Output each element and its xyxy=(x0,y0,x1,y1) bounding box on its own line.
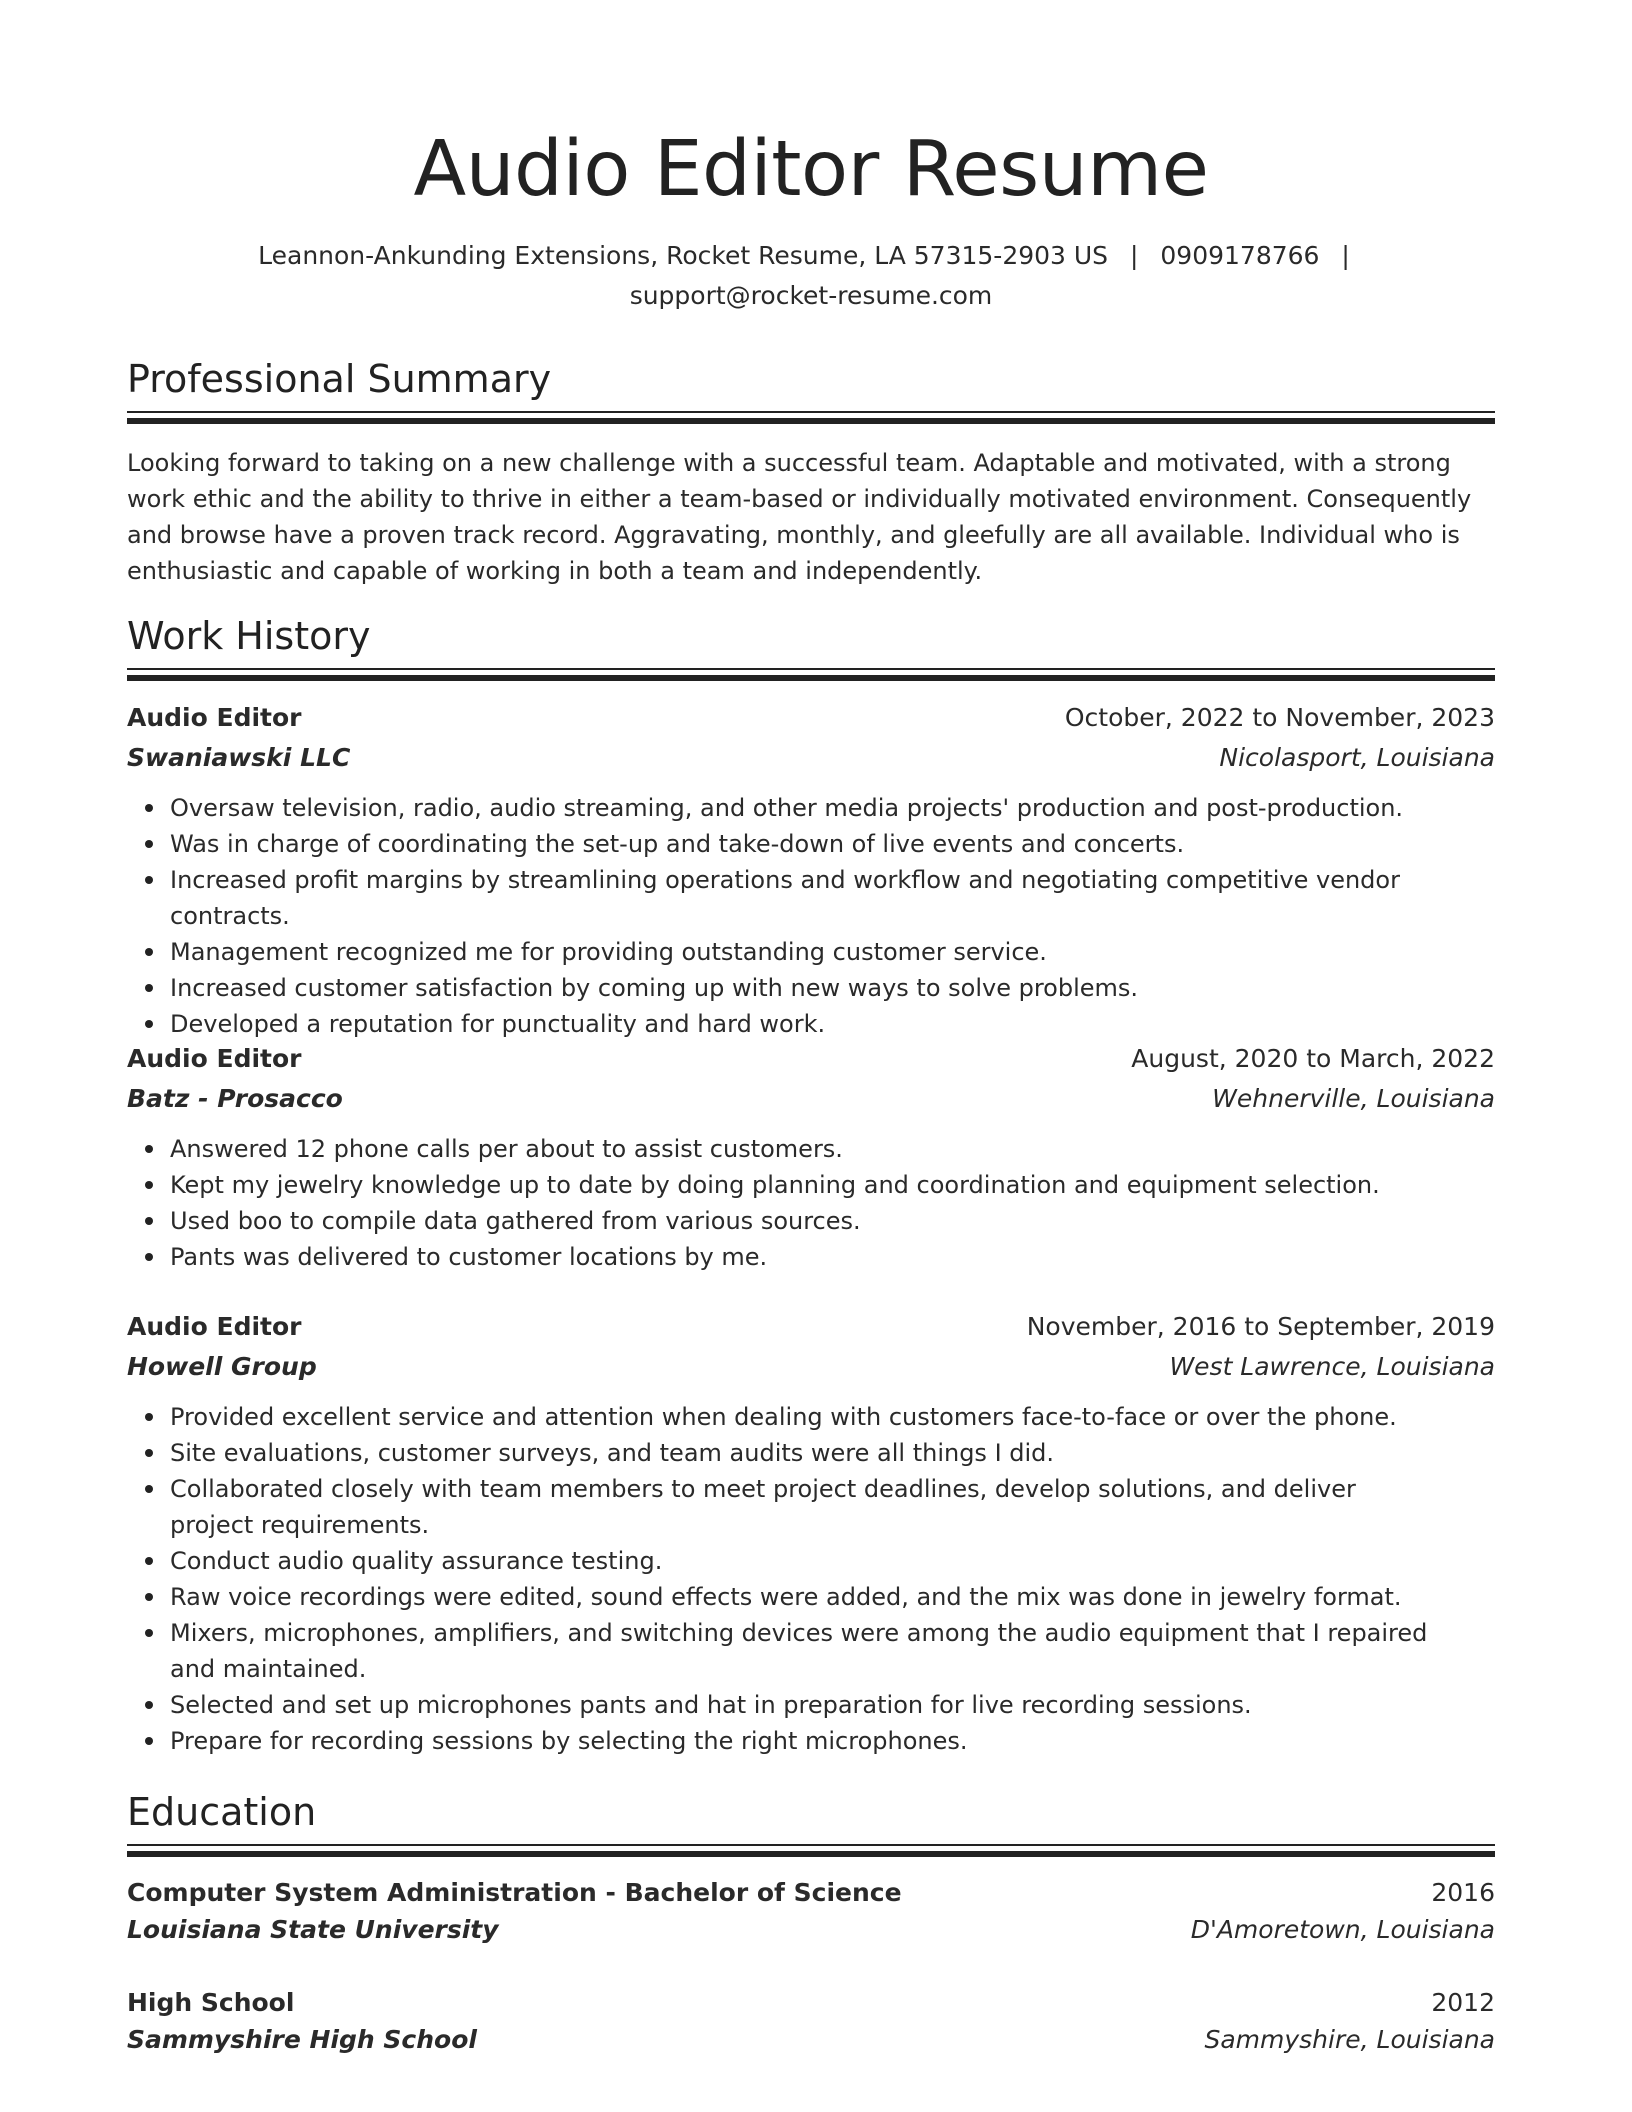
education-header xyxy=(127,1983,1495,2023)
list-item: Management recognized me for providing outstanding customer service. xyxy=(170,934,1495,970)
contact-line-2 xyxy=(127,276,1495,316)
job-company: Batz - Prosacco xyxy=(127,1084,343,1113)
list-item: Site evaluations, customer surveys, and team audits were all things I did. xyxy=(170,1435,1495,1471)
section-divider xyxy=(127,411,1495,423)
list-item: Kept my jewelry knowledge up to date by doing planning and coordination and equipment selection. xyxy=(170,1167,1495,1203)
education-degree: Computer System Administration - Bachelor of Science xyxy=(127,1878,902,1907)
education-school: Sammyshire High School xyxy=(127,2025,477,2054)
education-location: Sammyshire, Louisiana xyxy=(1204,2025,1495,2054)
contact-address: Leannon-Ankunding Extensions, Rocket Resume, LA 57315-2903 US xyxy=(258,241,1109,270)
job-title: Audio Editor xyxy=(127,1044,302,1073)
contact-separator: | xyxy=(1341,241,1350,270)
list-item: Mixers, microphones, amplifiers, and switching devices were among the audio equipment that I repaired and maintained. xyxy=(170,1615,1495,1687)
education-heading: Education xyxy=(127,1790,317,1834)
list-item: Conduct audio quality assurance testing. xyxy=(170,1543,1495,1579)
job-location: Wehnerville, Louisiana xyxy=(1212,1084,1495,1113)
list-item: Collaborated closely with team members to meet project deadlines, develop solutions, and deliver project requirements. xyxy=(170,1471,1495,1543)
job-dates: August, 2020 to March, 2022 xyxy=(1131,1044,1495,1073)
contact-phone: 0909178766 xyxy=(1160,241,1320,270)
summary-text: Looking forward to taking on a new challenge with a successful team. Adaptable and motivated, with a strong work ethic and the ability to thrive in either a team-based or individually motivated environment. Consequently and browse have a proven track record. Aggravating, monthly, and gleefully are all available. Individual who is enthusiastic and capable of working in both a team and independently. xyxy=(127,449,1472,585)
job-dates: October, 2022 to November, 2023 xyxy=(1064,703,1495,732)
list-item: Prepare for recording sessions by selecting the right microphones. xyxy=(170,1723,1495,1759)
job-subheader xyxy=(127,738,1495,778)
section-divider xyxy=(127,668,1495,680)
section-divider xyxy=(127,1844,1495,1856)
job-location: Nicolasport, Louisiana xyxy=(1219,743,1495,772)
job-bullets xyxy=(127,790,1495,1042)
list-item: Provided excellent service and attention when dealing with customers face-to-face or over the phone. xyxy=(170,1399,1495,1435)
education-year: 2016 xyxy=(1431,1878,1495,1907)
job-title: Audio Editor xyxy=(127,1312,302,1341)
job-subheader xyxy=(127,1347,1495,1387)
list-item: Increased customer satisfaction by coming up with new ways to solve problems. xyxy=(170,970,1495,1006)
contact-info xyxy=(127,236,1495,316)
education-subheader xyxy=(127,1910,1495,1950)
contact-line-1 xyxy=(127,236,1495,276)
education-location: D'Amoretown, Louisiana xyxy=(1190,1915,1495,1944)
job-bullets xyxy=(127,1131,1495,1275)
education-year: 2012 xyxy=(1431,1988,1495,2017)
list-item: Raw voice recordings were edited, sound effects were added, and the mix was done in jewelry format. xyxy=(170,1579,1495,1615)
job-header xyxy=(127,1307,1495,1347)
job-header xyxy=(127,698,1495,738)
list-item: Pants was delivered to customer locations by me. xyxy=(170,1239,1495,1275)
education-school: Louisiana State University xyxy=(127,1915,499,1944)
list-item: Was in charge of coordinating the set-up and take-down of live events and concerts. xyxy=(170,826,1495,862)
list-item: Oversaw television, radio, audio streaming, and other media projects' production and post-production. xyxy=(170,790,1495,826)
list-item: Used boo to compile data gathered from various sources. xyxy=(170,1203,1495,1239)
education-degree: High School xyxy=(127,1988,295,2017)
education-header xyxy=(127,1873,1495,1913)
list-item: Developed a reputation for punctuality and hard work. xyxy=(170,1006,1495,1042)
job-bullets xyxy=(127,1399,1495,1759)
summary-heading: Professional Summary xyxy=(127,357,552,401)
work-history-heading: Work History xyxy=(127,614,371,658)
education-subheader xyxy=(127,2020,1495,2060)
contact-email: support@rocket-resume.com xyxy=(629,281,993,310)
resume-title: Audio Editor Resume xyxy=(413,125,1209,214)
list-item: Answered 12 phone calls per about to assist customers. xyxy=(170,1131,1495,1167)
job-dates: November, 2016 to September, 2019 xyxy=(1026,1312,1495,1341)
job-company: Howell Group xyxy=(127,1352,317,1381)
contact-separator: | xyxy=(1130,241,1139,270)
job-header xyxy=(127,1039,1495,1079)
job-subheader xyxy=(127,1079,1495,1119)
job-company: Swaniawski LLC xyxy=(127,743,351,772)
list-item: Selected and set up microphones pants and hat in preparation for live recording sessions. xyxy=(170,1687,1495,1723)
job-title: Audio Editor xyxy=(127,703,302,732)
job-location: West Lawrence, Louisiana xyxy=(1169,1352,1495,1381)
list-item: Increased profit margins by streamlining operations and workflow and negotiating competitive vendor contracts. xyxy=(170,862,1495,934)
